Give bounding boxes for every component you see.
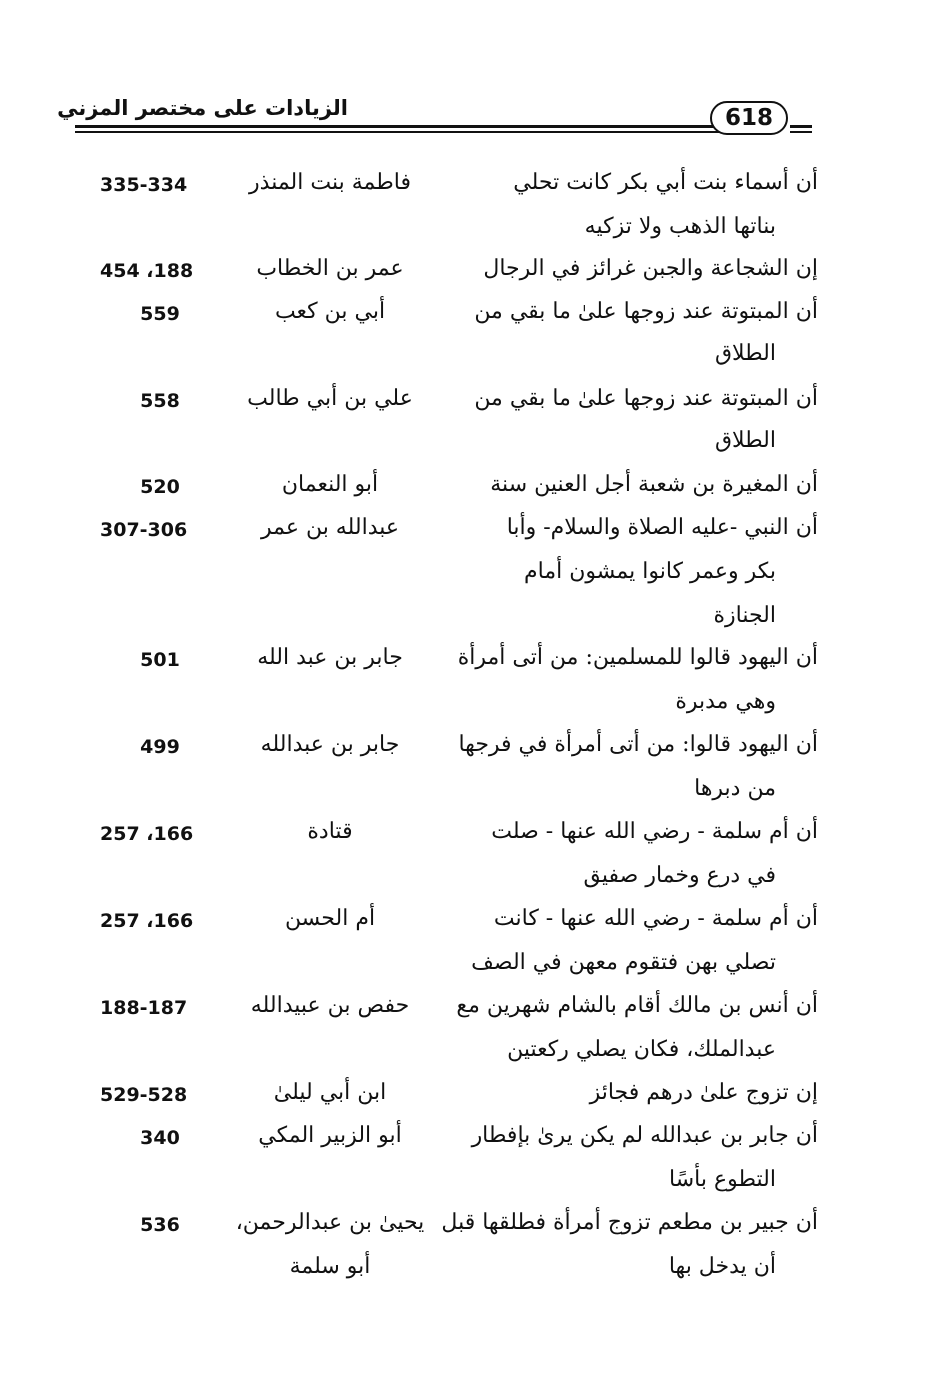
hadith-text: أن المبتوتة عند زوجها علىٰ ما بقي من xyxy=(474,386,818,411)
page-refs: 188، 454 xyxy=(100,260,194,282)
hadith-text-continued: بكر وعمر كانوا يمشون أمام xyxy=(524,559,776,584)
hadith-text: أن النبي -عليه الصلاة والسلام- وأبا xyxy=(506,515,818,540)
hadith-text: أن أم سلمة - رضي الله عنها - كانت xyxy=(493,906,818,931)
page-refs: 558 xyxy=(140,390,180,412)
page-refs: 536 xyxy=(140,1214,180,1236)
hadith-text: أن جابر بن عبدالله لم يكن يرىٰ بإفطار xyxy=(471,1123,818,1148)
index-row xyxy=(0,1210,952,1290)
hadith-text-continued: عبدالملك، فكان يصلي ركعتين xyxy=(507,1037,776,1062)
narrator: حفص بن عبيدالله xyxy=(250,993,410,1018)
hadith-text: إن تزوج علىٰ درهم فجائز xyxy=(589,1080,818,1105)
header-rule xyxy=(75,131,735,133)
header-rule xyxy=(790,131,812,133)
page-refs: 520 xyxy=(140,476,180,498)
index-row xyxy=(0,299,952,379)
index-row xyxy=(0,386,952,466)
hadith-text: أن اليهود قالوا: من أتى أمرأة في فرجها xyxy=(458,732,818,757)
hadith-text: أن جبير بن مطعم تزوج أمرأة فطلقها قبل xyxy=(441,1210,818,1235)
narrator: جابر بن عبدالله xyxy=(260,732,400,757)
hadith-text: إن الشجاعة والجبن غرائز في الرجال xyxy=(483,256,818,281)
index-row xyxy=(0,515,952,628)
hadith-text: أن أسماء بنت أبي بكر كانت تحلي xyxy=(513,170,818,195)
hadith-text-continued: في درع وخمار صفيق xyxy=(583,863,776,888)
narrator: جابر بن عبد الله xyxy=(257,645,403,670)
index-row xyxy=(0,993,952,1073)
page-refs: 166، 257 xyxy=(100,823,194,845)
hadith-text: أن أم سلمة - رضي الله عنها - صلت xyxy=(491,819,818,844)
narrator: أبو الزبير المكي xyxy=(258,1123,402,1148)
header-rule xyxy=(75,125,735,128)
index-row xyxy=(0,645,952,725)
index-row xyxy=(0,732,952,812)
hadith-text-continued: بناتها الذهب ولا تزكيه xyxy=(584,214,776,239)
narrator: فاطمة بنت المنذر xyxy=(249,170,411,195)
page-header xyxy=(0,0,952,150)
hadith-text: أن اليهود قالوا للمسلمين: من أتى أمرأة xyxy=(457,645,818,670)
running-title: الزيادات على مختصر المزني xyxy=(57,96,348,120)
narrator: علي بن أبي طالب xyxy=(247,386,413,411)
hadith-text-continued: الجنازة xyxy=(713,603,776,628)
hadith-text: أن المغيرة بن شعبة أجل العنين سنة xyxy=(490,472,818,497)
narrator: عبدالله بن عمر xyxy=(260,515,400,540)
header-rule xyxy=(790,125,812,128)
narrator: أبو النعمان xyxy=(281,472,379,497)
page-refs: 166، 257 xyxy=(100,910,194,932)
page-refs: 307-306 xyxy=(100,519,188,541)
hadith-text-continued: من دبرها xyxy=(694,776,776,801)
page-refs: 529-528 xyxy=(100,1084,188,1106)
hadith-text-continued: وهي مدبرة xyxy=(675,689,776,714)
index-row xyxy=(0,906,952,986)
hadith-text-continued: التطوع بأسًا xyxy=(669,1167,776,1192)
narrator: ابن أبي ليلىٰ xyxy=(273,1080,387,1105)
hadith-text-continued: تصلي بهن فتقوم معهن في الصف xyxy=(471,950,776,975)
hadith-text: أن أنس بن مالك أقام بالشام شهرين مع xyxy=(456,993,818,1018)
page-number: 618 xyxy=(710,101,788,135)
narrator-continued: أبو سلمة xyxy=(289,1254,371,1279)
index-row xyxy=(0,1123,952,1203)
page-refs: 499 xyxy=(140,736,180,758)
page-refs: 188-187 xyxy=(100,997,188,1019)
page-refs: 501 xyxy=(140,649,180,671)
page-refs: 335-334 xyxy=(100,174,188,196)
narrator: يحيىٰ بن عبدالرحمن، xyxy=(235,1210,425,1235)
narrator: أبي بن كعب xyxy=(274,299,386,324)
narrator: قتادة xyxy=(307,819,353,844)
index-row xyxy=(0,170,952,250)
narrator: عمر بن الخطاب xyxy=(256,256,404,281)
narrator: أم الحسن xyxy=(284,906,376,931)
hadith-text-continued: الطلاق xyxy=(714,341,776,366)
hadith-text: أن المبتوتة عند زوجها علىٰ ما بقي من xyxy=(474,299,818,324)
page-refs: 559 xyxy=(140,303,180,325)
page-refs: 340 xyxy=(140,1127,180,1149)
index-row xyxy=(0,819,952,899)
hadith-text-continued: أن يدخل بها xyxy=(668,1254,776,1279)
hadith-text-continued: الطلاق xyxy=(714,428,776,453)
